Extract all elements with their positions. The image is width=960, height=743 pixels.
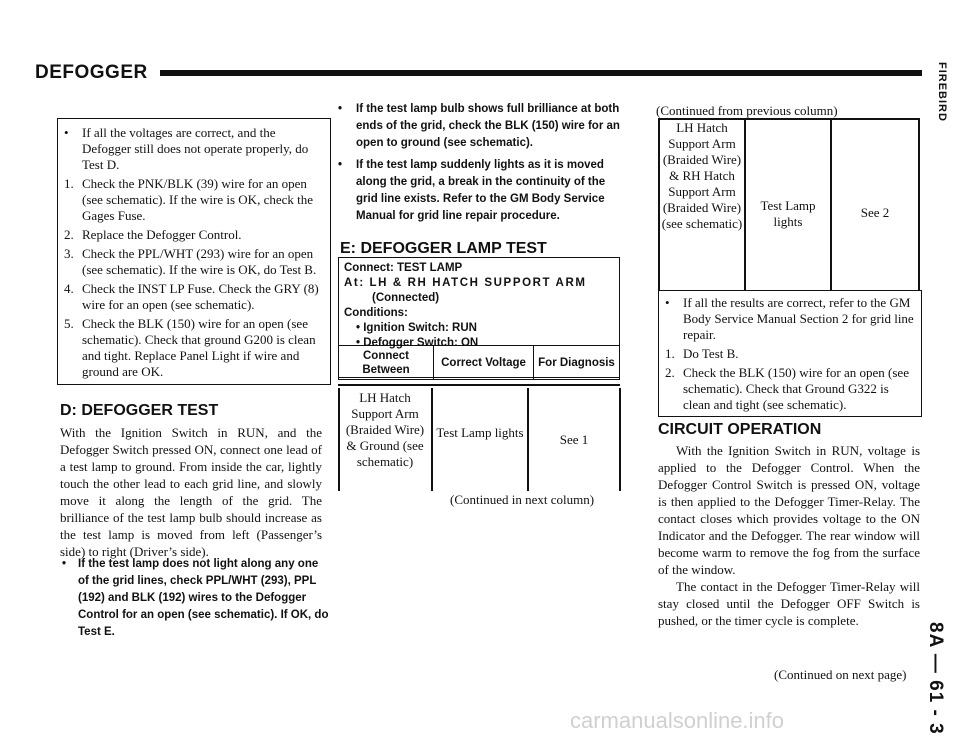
at-line: At: LH & RH HATCH SUPPORT ARM xyxy=(344,277,587,289)
test-e-results-box xyxy=(658,290,922,417)
test-c-results-box xyxy=(57,118,331,385)
list-item xyxy=(64,246,326,278)
bullet-text: If the test lamp bulb shows full brilliance at both ends of the grid, check the BLK (150) wire for an open to ground (see schematic). xyxy=(356,103,620,149)
header-voltage: Correct Voltage xyxy=(434,346,534,380)
table-rule-right xyxy=(918,118,920,290)
row-connect: LH Hatch Support Arm (Braided Wire) & Ground (see schematic) xyxy=(345,390,425,469)
connected-line: (Connected) xyxy=(372,292,440,304)
item-number: 2. xyxy=(665,365,675,380)
item-number: 4. xyxy=(64,281,74,296)
item-number: 3. xyxy=(64,246,74,261)
table-rule-right xyxy=(619,388,621,491)
list-item xyxy=(338,157,628,225)
item-text: Replace the Defogger Control. xyxy=(82,227,242,242)
test-e-table-header xyxy=(338,345,620,380)
row-diagnosis: See 1 xyxy=(559,432,589,447)
list-item xyxy=(64,227,326,243)
list-item xyxy=(665,346,917,362)
item-text: Check the INST LP Fuse. Check the GRY (8) wire for an open (see schematic). xyxy=(82,281,319,312)
circuit-paragraph-1: With the Ignition Switch in RUN, voltage is applied to the Defogger Control. When the Defogger Control Switch is pressed ON, voltage is then applied to the Defogger Timer-Relay. The contact closes which provides voltage to the ON Indicator and the Defogger. The rear window will become warm to remove the fog from the surface of the window. xyxy=(658,443,920,577)
conditions-label: Conditions: xyxy=(344,307,408,319)
condition-text: Defogger Switch: ON xyxy=(363,337,479,349)
bullet-icon: • xyxy=(338,103,343,115)
test-d-body: With the Ignition Switch in RUN, and the Defogger Switch pressed ON, connect one lead of a test lamp to ground. From inside the car, lightly touch the other lead to each grid line, and slowly move it along the length of the grid. The brilliance of the test lamp bulb should increase as the test lamp is moved from left (Passenger’s side) to right (Driver’s side). xyxy=(60,425,322,559)
box-bullet-text: If all the voltages are correct, and the Defogger still does not operate properly, do Test D. xyxy=(82,125,309,172)
continued-from-previous: (Continued from previous column) xyxy=(656,103,838,118)
watermark: carmanualsonline.info xyxy=(570,708,785,733)
condition-item: • Defogger Switch: ON xyxy=(356,337,479,349)
row-voltage: Test Lamp lights xyxy=(760,198,816,229)
table-rule-mid2 xyxy=(830,118,832,290)
col2-bullets xyxy=(338,101,628,228)
list-item xyxy=(64,281,326,313)
page-number: 8A — 61 - 3 xyxy=(925,622,946,735)
item-text: Check the BLK (150) wire for an open (see schematic). Check that ground G200 is clean and tight. Replace Panel Light if wire and ground are OK. xyxy=(82,316,316,379)
table-divider xyxy=(338,384,620,386)
item-number: 1. xyxy=(64,176,74,191)
circuit-paragraph-2: The contact in the Defogger Timer-Relay will stay closed until the Defogger OFF Switch is pushed, or the timer cycle is complete. xyxy=(658,579,920,628)
condition-text: Ignition Switch: RUN xyxy=(363,322,477,334)
list-item xyxy=(665,365,917,413)
box-bullet xyxy=(665,295,917,343)
box-bullet-text: If all the results are correct, refer to the GM Body Service Manual Section 2 for grid line repair. xyxy=(683,295,914,342)
item-number: 5. xyxy=(64,316,74,331)
header-connect: Connect Between xyxy=(339,346,434,380)
list-item xyxy=(64,316,326,380)
bullet-text: If the test lamp suddenly lights as it is moved along the grid, a break in the continuity of the grid line exists. Refer to the GM Body Service Manual for grid line repair procedure. xyxy=(356,159,606,222)
page-title: DEFOGGER xyxy=(35,62,148,83)
test-e-heading: E: DEFOGGER LAMP TEST xyxy=(340,240,547,257)
bullet-icon: • xyxy=(338,159,343,171)
bullet-icon: • xyxy=(62,558,67,570)
connect-line: Connect: TEST LAMP xyxy=(344,262,463,274)
list-item xyxy=(338,101,628,152)
circuit-heading: CIRCUIT OPERATION xyxy=(658,421,822,438)
row-voltage: Test Lamp lights xyxy=(436,425,524,440)
row-diagnosis: See 2 xyxy=(860,205,890,220)
list-item xyxy=(64,176,326,224)
side-tab: FIREBIRD xyxy=(936,62,948,122)
item-text: Check the BLK (150) wire for an open (see schematic). Check that Ground G322 is clean and tight (see schematic). xyxy=(683,365,909,412)
header-diagnosis: For Diagnosis xyxy=(534,346,620,380)
continued-next-column: (Continued in next column) xyxy=(450,492,595,507)
bullet-icon: • xyxy=(64,125,69,140)
continued-next-page: (Continued on next page) xyxy=(774,667,907,682)
item-number: 2. xyxy=(64,227,74,242)
item-text: Check the PPL/WHT (293) wire for an open (see schematic). If the wire is OK, do Test B. xyxy=(82,246,317,277)
row-connect: LH Hatch Support Arm (Braided Wire) & RH Hatch Support Arm (Braided Wire) (see schematic) xyxy=(661,120,743,231)
condition-item: • Ignition Switch: RUN xyxy=(356,322,477,334)
test-d-bullet-text: If the test lamp does not light along any one of the grid lines, check PPL/WHT (293), PPL (192) and BLK (192) wires to the Defogger Control for an open (see schematic). If OK, do Test E. xyxy=(78,558,329,638)
test-d-heading: D: DEFOGGER TEST xyxy=(60,402,219,419)
item-number: 1. xyxy=(665,346,675,361)
item-text: Do Test B. xyxy=(683,346,739,361)
box-bullet xyxy=(64,125,326,173)
header-rule xyxy=(160,70,922,76)
item-text: Check the PNK/BLK (39) wire for an open (see schematic). If the wire is OK, check the Gages Fuse. xyxy=(82,176,314,223)
test-d-bullet xyxy=(62,556,330,644)
bullet-icon: • xyxy=(665,295,670,310)
